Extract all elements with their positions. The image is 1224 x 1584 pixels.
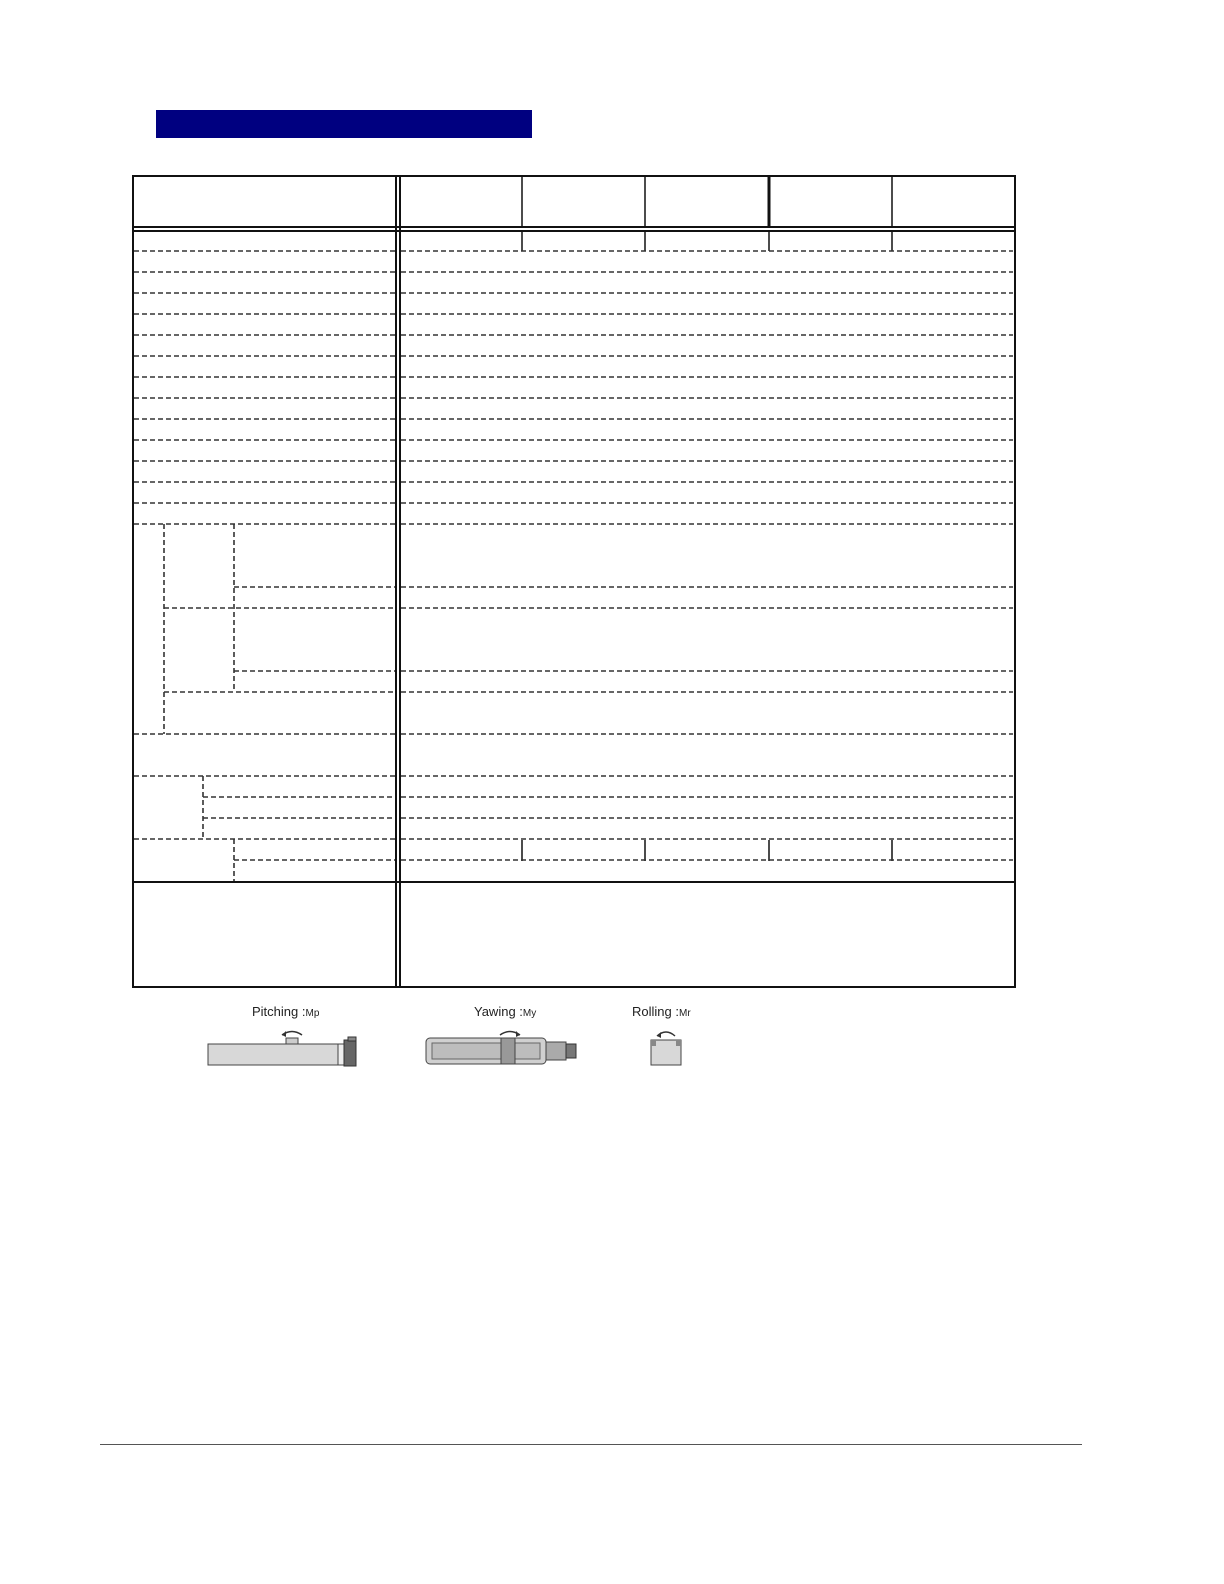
yawing-label: Yawing :My [474, 1004, 537, 1019]
yawing-label-text: Yawing [474, 1004, 516, 1019]
pitching-moment-diagram-icon [206, 1004, 366, 1074]
pitching-symbol: Mp [305, 1008, 320, 1019]
yawing-diagram [424, 1004, 584, 1074]
rolling-label-text: Rolling [632, 1004, 672, 1019]
rolling-diagram [630, 1004, 710, 1074]
pitching-label-text: Pitching [252, 1004, 299, 1019]
pitching-label: Pitching :Mp [252, 1004, 320, 1019]
yawing-moment-diagram-icon [424, 1004, 584, 1074]
footer-rule [100, 1444, 1082, 1445]
rolling-symbol: Mr [678, 1008, 691, 1019]
rolling-moment-diagram-icon [630, 1004, 710, 1074]
yawing-symbol: My [522, 1008, 537, 1019]
rolling-label: Rolling :Mr [632, 1004, 691, 1019]
pitching-diagram [206, 1004, 366, 1074]
table-outer-border [133, 176, 1015, 987]
